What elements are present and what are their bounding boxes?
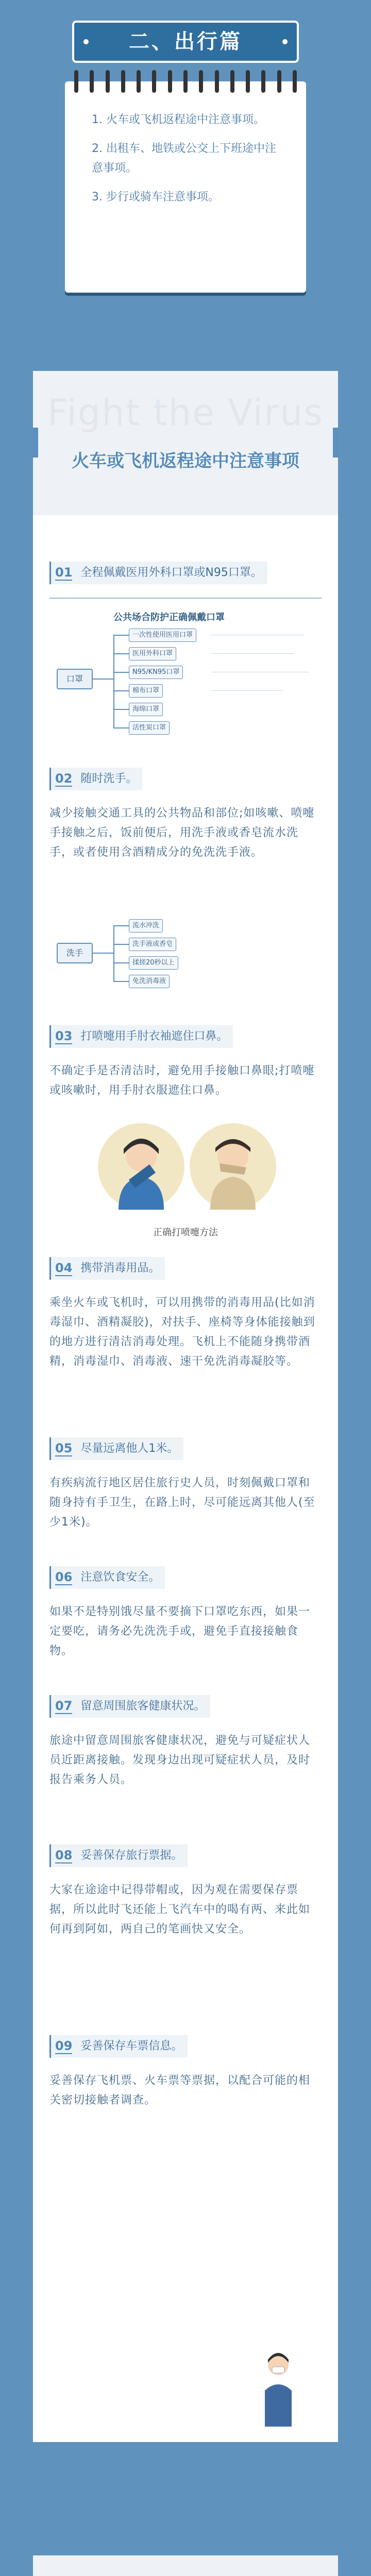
section2-header [33, 2555, 338, 2576]
item-text: 乘坐火车或飞机时，可以用携带的消毒用品(比如消毒湿巾、酒精凝胶)，对扶手、座椅等身体能接触到的地方进行清洁消毒处理。飞机上不能随身携带酒精，消毒湿巾、消毒液、速干免洗消毒凝胶等。 [49, 1296, 315, 1368]
contents-item: 2. 出租车、地铁或公交上下班途中注意事项。 [92, 142, 276, 175]
contents-item: 1. 火车或飞机返程途中注意事项。 [92, 113, 265, 126]
mindmap-title: 公共场合防护正确佩戴口罩 [113, 612, 225, 623]
mindmap-node: 活性炭口罩 [129, 721, 170, 735]
chapter-title: 二、出行篇 [129, 30, 242, 54]
mindmap-root: 口罩 [57, 669, 93, 689]
item-text: 减少接触交通工具的公共物品和部位;如咳嗽、喷嚏手接触之后，饭前便后，用洗手液或香皂流水洗手，或者使用含酒精成分的免洗洗手液。 [49, 807, 315, 859]
sneeze-figure-right [190, 1123, 276, 1210]
banner-dot [83, 39, 89, 44]
masked-person-icon [258, 2349, 299, 2427]
section1-header [33, 371, 338, 515]
item-label: 03 打喷嚏用手肘衣袖遮住口鼻。 [49, 1025, 233, 1048]
sneeze-illustration [93, 1118, 278, 1221]
mindmap-node: 医用外科口罩 [129, 647, 176, 660]
banner-dot [282, 39, 288, 44]
mindmap-node: 海绵口罩 [129, 703, 163, 716]
side-tab [33, 428, 38, 457]
mindmap-node: 流水冲洗 [129, 919, 163, 933]
mindmap-node: 免洗消毒液 [129, 975, 170, 988]
side-tab [333, 428, 338, 457]
sneeze-figure-left [98, 1123, 184, 1210]
contents-notebook [65, 81, 306, 293]
item-text: 有疾病流行地区居住旅行史人员，时刻佩戴口罩和随身持有手卫生，在路上时，尽可能远离其他人(至少1米)。 [49, 1477, 315, 1529]
item-text: 如果不是特别饿尽量不要摘下口罩吃东西，如果一定要吃，请务必先洗洗手或，避免手直接接触食物。 [49, 1605, 311, 1657]
item-label: 02 随时洗手。 [49, 768, 142, 790]
mindmap-node: 一次性使用医用口罩 [129, 629, 196, 642]
item-text: 妥善保存飞机票、火车票等票据，以配合可能的相关密切接触者调查。 [49, 2074, 311, 2107]
mindmap-node: 洗手液或香皂 [129, 938, 176, 951]
item-label: 01 全程佩戴医用外科口罩或N95口罩。 [49, 562, 267, 584]
handwash-mindmap [52, 907, 319, 999]
item-label: 09 妥善保存车票信息。 [49, 2035, 188, 2058]
item-text: 不确定手是否清洁时，避免用手接触口鼻眼;打喷嚏或咳嗽时，用手肘衣服遮住口鼻。 [49, 1064, 315, 1097]
notebook-rings [74, 70, 297, 93]
mindmap-node: N95/KN95口罩 [129, 666, 183, 679]
mindmap-node: 揉搓20秒以上 [129, 956, 178, 970]
sneeze-caption: 正确打喷嚏方法 [153, 1227, 218, 1238]
item-label: 06 注意饮食安全。 [49, 1566, 165, 1589]
mask-mindmap [52, 608, 319, 747]
section1-ghost-text: Fight the Virus [47, 392, 324, 434]
contents-item: 3. 步行或骑车注意事项。 [92, 191, 220, 204]
item-label: 08 妥善保存旅行票据。 [49, 1844, 188, 1867]
contents-list [92, 110, 285, 216]
mindmap-root: 洗手 [57, 943, 93, 963]
divider [49, 598, 322, 599]
chapter-title-banner [72, 21, 299, 63]
item-label: 07 留意周围旅客健康状况。 [49, 1695, 210, 1718]
header-section [0, 0, 371, 330]
item-label: 05 尽量远离他人1米。 [49, 1437, 183, 1460]
item-text: 旅途中留意周围旅客健康状况，避免与可疑症状人员近距离接触。发现身边出现可疑症状人员，及时报告乘务人员。 [49, 1734, 311, 1786]
mindmap-node: 棉布口罩 [129, 684, 163, 698]
section1-title: 火车或飞机返程途中注意事项 [72, 451, 299, 471]
item-text: 大家在途途中记得带帽或，因为观在需要保存票据，所以此时飞还能上飞汽车中的喝有两、来此如何再到阿如，两自己的笔画快又安全。 [49, 1884, 311, 1936]
item-label: 04 携带消毒用品。 [49, 1257, 165, 1280]
